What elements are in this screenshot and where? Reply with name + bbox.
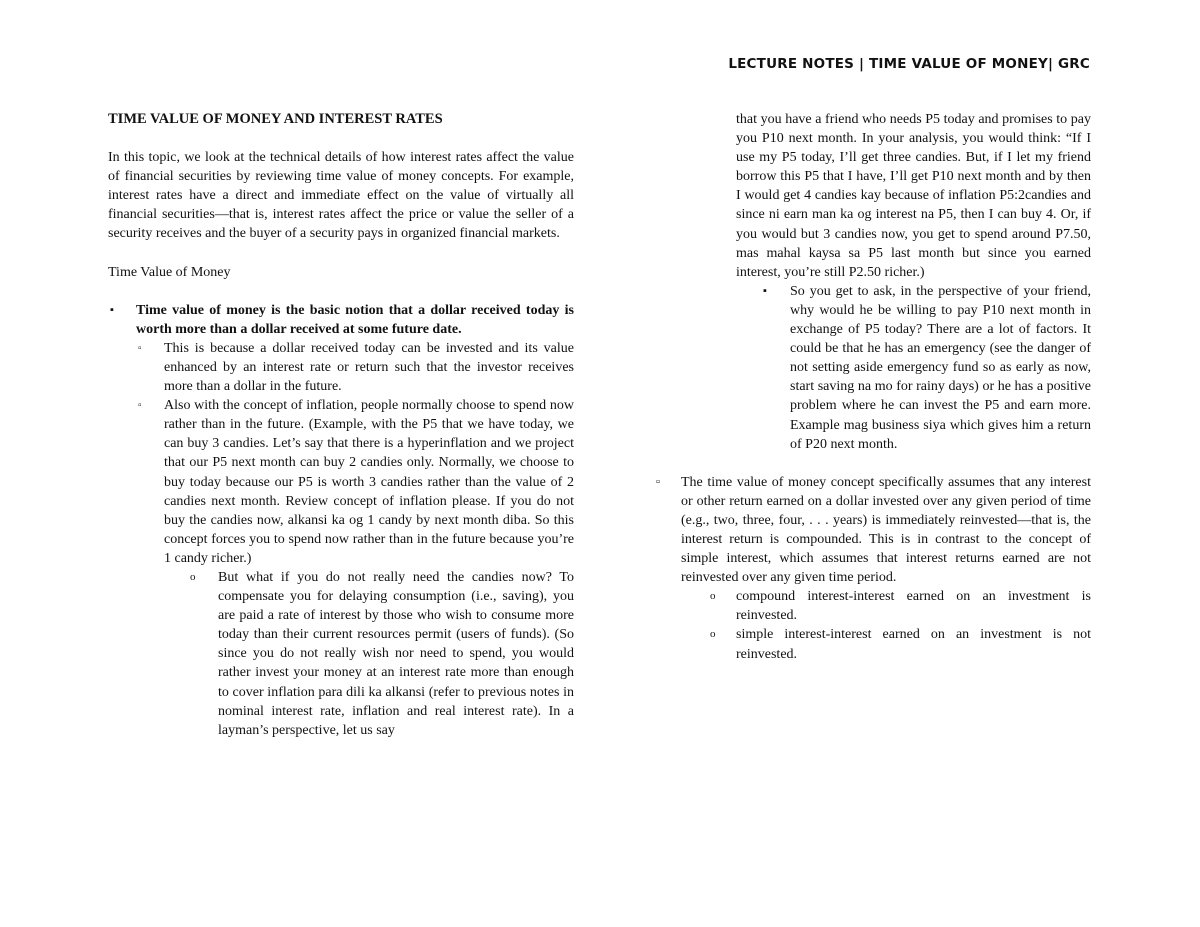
main-bullet-text: Time value of money is the basic notion that a dollar received today is worth more than a dollar received at some future date. — [136, 302, 574, 337]
square-bullet-item — [653, 282, 1091, 454]
circle-bullet-icon: o — [190, 570, 196, 583]
intro-paragraph: In this topic, we look at the technical details of how interest rates affect the value of financial securities by reviewing time value of money concepts. For example, interest rates have a direct and immediate effect on the value of virtually all financial securities—that is, interest rates affect the price or value the seller of a security receives and the buyer of a security pays in organized financial markets. — [108, 150, 574, 242]
hollow-square-bullet-icon: ▫ — [138, 400, 142, 412]
square-bullet-text: So you get to ask, in the perspective of your friend, why would he be willing to pay P10 next month in exchange of P5 today? There are a lot of factors. It could be that he has an emergency (see the danger of not setting aside emergency fund so as early as now, start saving na mo for rainy days) or he has a positive problem where he can invest the P5 and earn more. Example mag business siya which gives him a return of P20 next month. — [790, 283, 1091, 452]
circle-bullet-icon: o — [710, 628, 716, 641]
circle-bullet-1-text: But what if you do not really need the candies now? To compensate you for delaying consumption (i.e., saving), you are paid a rate of interest by those who wish to consume more today than their current resources permit (users of funds). (So since you do not really wish nor need to spend, you would rather invest your money at an interest rate more than enough to cover inflation para dili ka alkansi (refer to previous notes in nominal interest rate, inflation and real interest rate). In a layman’s perspective, let us say — [218, 569, 574, 738]
continuation-paragraph: that you have a friend who needs P5 today and promises to pay you P10 next month. In your analysis, you would think: “If I use my P5 today, I’ll get three candies. But, if I let my friend borrow this P5 that I have, I’ll get P10 next month and by then I would get 4 candies kay because of inflation P5:2candies and since ni earn man ka og interest na P5, then I can buy 4. Or, if you would but 3 candies now, you get to spend around P7.50, mas mahal kaysa sa P5 last month but since you earned interest, you’re still P2.50 richer.) — [736, 112, 1091, 280]
sub-bullet-2-text: Also with the concept of inflation, people normally choose to spend now rather than in the future. (Example, with the P5 that we have today, we can buy 3 candies. Let’s say that there is a hyperinflation and we project that our P5 next month can buy 2 candies only. Normally, we choose to buy today because our P5 is worth 3 candies rather than the value of 2 candies next month. Review concept of inflation please. If you do not buy the candies now, alkansi ka og 1 candy by next month diba. So this concept forces you to spend now rather than in the future because you’re 1 candy richer.) — [164, 398, 574, 566]
main-bullet — [108, 301, 574, 339]
circle-bullet-compound — [653, 587, 1091, 625]
compound-interest-text: compound interest-interest earned on an investment is reinvested. — [736, 589, 1091, 624]
document-title: TIME VALUE OF MONEY AND INTEREST RATES — [108, 111, 443, 127]
left-column — [108, 110, 574, 740]
circle-bullet-simple — [653, 625, 1091, 663]
section-subheading: Time Value of Money — [108, 264, 231, 280]
hollow-square-bullet-icon: ▫ — [138, 342, 142, 354]
sub-bullet-2 — [108, 396, 574, 568]
right-column — [653, 110, 1091, 664]
hollow-square-bullet-icon: ▫ — [656, 475, 660, 488]
circle-bullet-icon: o — [710, 590, 716, 603]
sub-bullet-3 — [653, 473, 1091, 588]
circle-bullet-1 — [108, 568, 574, 740]
square-bullet-icon: ▪ — [110, 303, 114, 316]
sub-bullet-3-text: The time value of money concept specifically assumes that any interest or other return earned on a dollar invested over any given period of time (e.g., two, three, four, . . . years) is immediately reinvested—that is, the interest return is compounded. This is in contrast to the concept of simple interest, which assumes that interest returns earned are not reinvested over any given time period. — [681, 474, 1091, 586]
sub-bullet-1-text: This is because a dollar received today can be invested and its value enhanced by an interest rate or return such that the investor receives more than a dollar in the future. — [164, 340, 574, 395]
sub-bullet-1 — [108, 339, 574, 396]
page-header: LECTURE NOTES | TIME VALUE OF MONEY| GRC — [728, 56, 1090, 72]
square-bullet-icon: ▪ — [763, 284, 767, 297]
simple-interest-text: simple interest-interest earned on an investment is not reinvested. — [736, 627, 1091, 662]
